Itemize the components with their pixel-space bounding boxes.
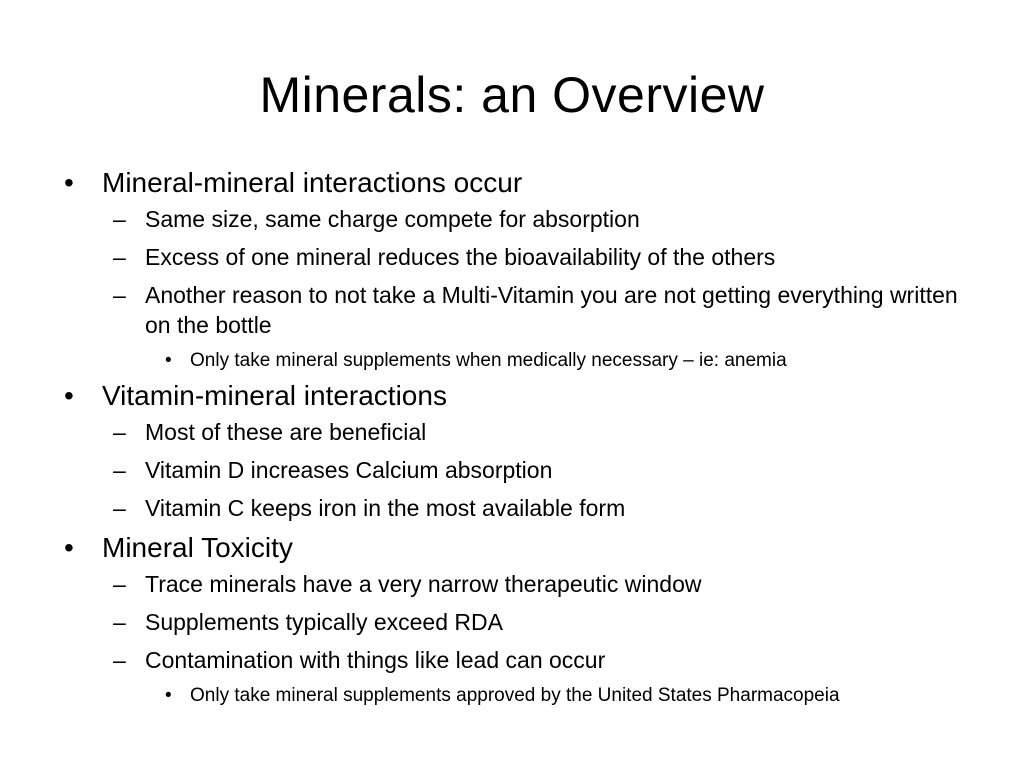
sub-bullet-text: Vitamin D increases Calcium absorption bbox=[145, 457, 553, 483]
sub-bullet bbox=[60, 493, 980, 523]
sub-sub-bullet-text: Only take mineral supplements approved by the United States Pharmacopeia bbox=[190, 685, 840, 706]
bullet-mineral-mineral bbox=[60, 166, 980, 200]
dash-icon: – bbox=[113, 457, 126, 483]
dash-icon: – bbox=[113, 647, 126, 673]
sub-bullet-text: Same size, same charge compete for absorption bbox=[145, 206, 640, 232]
dash-icon: – bbox=[113, 495, 126, 521]
sub-bullet bbox=[60, 607, 980, 637]
bullet-icon: • bbox=[64, 167, 74, 198]
sub-bullet bbox=[60, 569, 980, 599]
dash-icon: – bbox=[113, 571, 126, 597]
sub-bullet bbox=[60, 645, 980, 675]
sub-bullet bbox=[60, 455, 980, 485]
bullet-icon: • bbox=[64, 532, 74, 563]
bullet-mineral-toxicity bbox=[60, 531, 980, 565]
bullet-icon: • bbox=[64, 380, 74, 411]
bullet-text: Mineral-mineral interactions occur bbox=[102, 167, 523, 198]
dash-icon: – bbox=[113, 419, 126, 445]
slide-body bbox=[60, 166, 980, 714]
sub-bullet-text: Most of these are beneficial bbox=[145, 419, 427, 445]
sub-sub-bullet bbox=[60, 348, 980, 373]
slide-title: Minerals: an Overview bbox=[259, 67, 765, 123]
bullet-icon: • bbox=[165, 685, 172, 706]
dash-icon: – bbox=[113, 206, 126, 232]
sub-bullet-text: Supplements typically exceed RDA bbox=[145, 609, 503, 635]
dash-icon: – bbox=[113, 609, 126, 635]
dash-icon: – bbox=[113, 282, 126, 308]
sub-bullet-text: Trace minerals have a very narrow therapeutic window bbox=[145, 571, 702, 597]
sub-bullet-text: Another reason to not take a Multi-Vitamin you are not getting everything written on the bottle bbox=[145, 282, 958, 338]
sub-bullet bbox=[60, 280, 980, 340]
sub-bullet-text: Contamination with things like lead can occur bbox=[145, 647, 606, 673]
bullet-text: Mineral Toxicity bbox=[102, 532, 293, 563]
bullet-vitamin-mineral bbox=[60, 379, 980, 413]
bullet-text: Vitamin-mineral interactions bbox=[102, 380, 447, 411]
sub-sub-bullet-text: Only take mineral supplements when medically necessary – ie: anemia bbox=[190, 350, 787, 371]
sub-bullet bbox=[60, 242, 980, 272]
sub-bullet-text: Vitamin C keeps iron in the most available form bbox=[145, 495, 626, 521]
sub-sub-bullet bbox=[60, 683, 980, 708]
sub-bullet-text: Excess of one mineral reduces the bioavailability of the others bbox=[145, 244, 776, 270]
dash-icon: – bbox=[113, 244, 126, 270]
bullet-icon: • bbox=[165, 350, 172, 371]
sub-bullet bbox=[60, 204, 980, 234]
sub-bullet bbox=[60, 417, 980, 447]
